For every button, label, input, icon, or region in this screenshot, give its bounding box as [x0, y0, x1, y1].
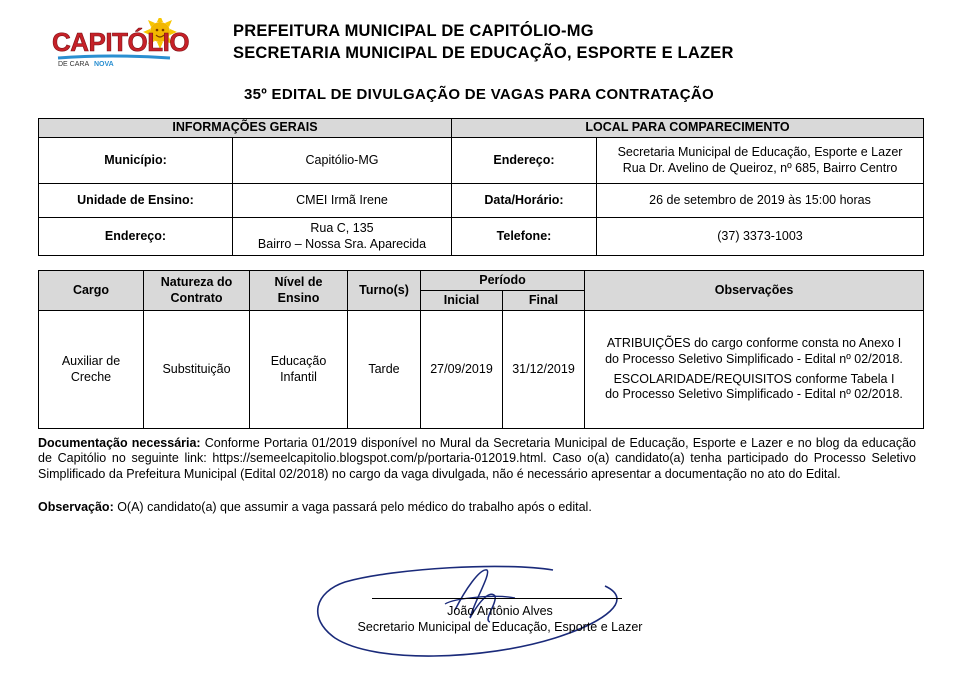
documentation-paragraph	[38, 436, 916, 482]
svg-text:NOVA: NOVA	[94, 61, 114, 68]
col-cargo: Cargo	[39, 271, 144, 311]
cell-nivel: Educação Infantil	[250, 311, 348, 429]
cell-final: 31/12/2019	[503, 311, 585, 429]
unidade-value: CMEI Irmã Irene	[233, 184, 452, 218]
telefone-label: Telefone:	[452, 218, 597, 256]
col-periodo: Período	[421, 271, 585, 291]
documentation-label: Documentação necessária:	[38, 436, 201, 450]
col-natureza: Natureza do Contrato	[144, 271, 250, 311]
cell-inicial: 27/09/2019	[421, 311, 503, 429]
data-horario-value: 26 de setembro de 2019 às 15:00 horas	[597, 184, 924, 218]
observation-paragraph	[38, 500, 916, 514]
endereco-value: Rua C, 135 Bairro – Nossa Sra. Aparecida	[233, 218, 452, 256]
capitolio-logo	[50, 18, 218, 70]
general-info-header: INFORMAÇÕES GERAIS	[39, 119, 452, 138]
observation-label: Observação:	[38, 500, 114, 514]
municipio-value: Capitólio-MG	[233, 138, 452, 184]
observation-text: O(A) candidato(a) que assumir a vaga passará pelo médico do trabalho após o edital.	[113, 500, 592, 514]
logo-text: CAPITÓLIO	[52, 27, 190, 57]
header-prefeitura: PREFEITURA MUNICIPAL DE CAPITÓLIO-MG	[233, 22, 594, 40]
svg-text:DE CARA: DE CARA	[58, 61, 90, 68]
col-inicial: Inicial	[421, 291, 503, 311]
location-header: LOCAL PARA COMPARECIMENTO	[452, 119, 924, 138]
cell-turno: Tarde	[348, 311, 421, 429]
col-turno: Turno(s)	[348, 271, 421, 311]
endereco-label: Endereço:	[39, 218, 233, 256]
header-secretaria: SECRETARIA MUNICIPAL DE EDUCAÇÃO, ESPORTE E LAZER	[233, 44, 734, 62]
signatory-role: Secretario Municipal de Educação, Esporte e Lazer	[357, 620, 643, 634]
cell-cargo: Auxiliar de Creche	[39, 311, 144, 429]
signatory-name: João Antônio Alves	[447, 604, 553, 618]
col-nivel: Nível de Ensino	[250, 271, 348, 311]
signature-line	[372, 598, 622, 599]
unidade-label: Unidade de Ensino:	[39, 184, 233, 218]
general-info-table	[38, 118, 924, 256]
local-endereco-label: Endereço:	[452, 138, 597, 184]
cell-natureza: Substituição	[144, 311, 250, 429]
documentation-text: Conforme Portaria 01/2019 disponível no Mural da Secretaria Municipal de Educação, Esporte e Lazer e no blog da educação de Capitólio no seguinte link: https://semeelcapitolio.blogspot.com/p/portaria-012019.html. Caso o(a) candidato(a) tenha participado do Processo Seletivo Simplificado da Prefeitura Municipal (Edital 02/2018) no cargo da vaga divulgada, não é necessário apresentar a documentação no ato do Edital.	[38, 436, 916, 481]
vacancies-table	[38, 270, 924, 429]
cell-observacoes: ATRIBUIÇÕES do cargo conforme consta no Anexo I do Processo Seletivo Simplificado - Edital nº 02/2018. ESCOLARIDADE/REQUISITOS conforme Tabela I do Processo Seletivo Simplificado - Edital nº 02/2018.	[585, 311, 924, 429]
col-observacoes: Observações	[585, 271, 924, 311]
data-horario-label: Data/Horário:	[452, 184, 597, 218]
document-title: 35º EDITAL DE DIVULGAÇÃO DE VAGAS PARA CONTRATAÇÃO	[244, 86, 714, 103]
local-endereco-value: Secretaria Municipal de Educação, Esporte e Lazer Rua Dr. Avelino de Queiroz, nº 685, Bairro Centro	[597, 138, 924, 184]
telefone-value: (37) 3373-1003	[597, 218, 924, 256]
table-row	[39, 311, 924, 429]
col-final: Final	[503, 291, 585, 311]
municipio-label: Município:	[39, 138, 233, 184]
